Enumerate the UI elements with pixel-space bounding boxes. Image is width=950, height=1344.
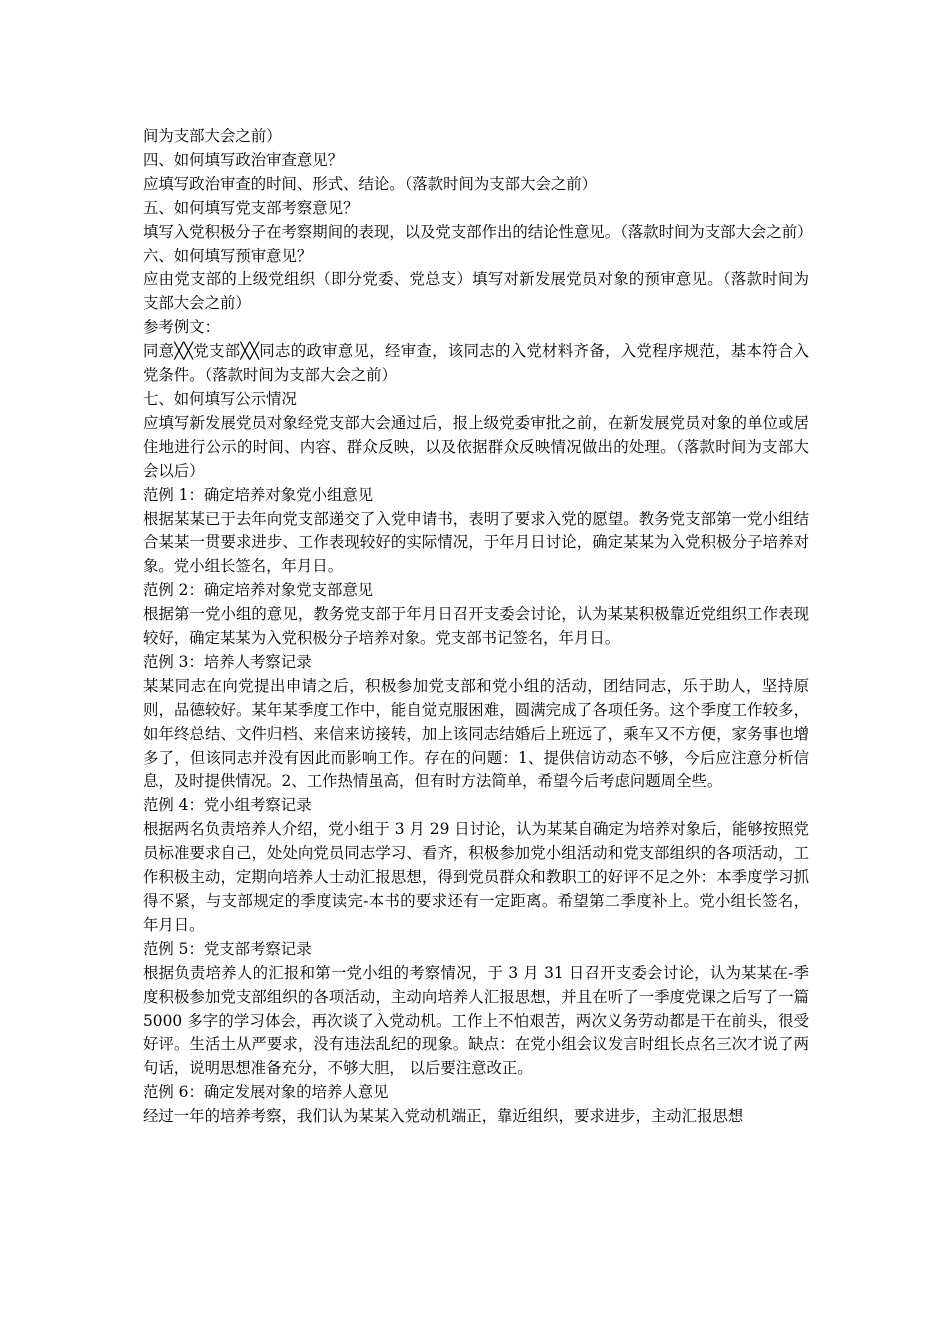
heading-pre-review: 六、如何填写预审意见？ [143, 246, 313, 265]
paragraph-continuation: 间为支部大会之前） [143, 127, 282, 145]
paragraph-branch-inspection: 填写入党积极分子在考察期间的表现，以及党支部作出的结论性意见。（落款时间为支部大会之前） [143, 222, 813, 241]
paragraph-example-3: 某某同志在向党提出申请之后，积极参加党支部和党小组的活动，团结同志，乐于助人，坚持原则，品德较好。某年某季度工作中，能自觉克服困难，圆满完成了各项任务。这个季度工作较多，如年终总结、文件归档、来信来访接转，加上该同志结婚后上班远了，乘车又不方便，家务事也增多了，但该同志并没有因此而影响工作。存在的问题：1、提供信访动态不够，今后应注意分析信息，及时提供情况。2、工作热情虽高，但有时方法简单，希望今后考虑问题周全些。 [143, 676, 809, 791]
heading-example-1: 范例 1：确定培养对象党小组意见 [143, 485, 374, 504]
heading-example-5: 范例 5：党支部考察记录 [143, 939, 312, 958]
heading-example-2: 范例 2：确定培养对象党支部意见 [143, 581, 374, 600]
paragraph-reference-sample: 同意╳╳党支部╳╳同志的政审意见，经审查，该同志的入党材料齐备，入党程序规范，基本符合入党条件。（落款时间为支部大会之前） [143, 342, 809, 385]
heading-branch-inspection: 五、如何填写党支部考察意见？ [143, 198, 359, 217]
heading-example-4: 范例 4：党小组考察记录 [143, 796, 312, 815]
paragraph-political-review: 应填写政治审查的时间、形式、结论。（落款时间为支部大会之前） [143, 174, 598, 193]
paragraph-example-4: 根据两名负责培养人介绍，党小组于 3 月 29 日讨论，认为某某自确定为培养对象后，能够按照党员标准要求自己，处处向党员同志学习、看齐，积极参加党小组活动和党支部组织的各项活动，工作积极主动，定期向培养人士动汇报思想，得到党员群众和教职工的好评不足之外：本季度学习抓得不紧，与支部规定的季度读完-本书的要求还有一定距离。希望第二季度补上。党小组长签名，年月日。 [143, 820, 809, 934]
paragraph-example-1: 根据某某已于去年向党支部递交了入党申请书，表明了要求入党的愿望。教务党支部第一党小组结合某某一贯要求进步、工作表现较好的实际情况，于年月日讨论，确定某某为入党积极分子培养对象。党小组长签名，年月日。 [143, 509, 809, 576]
paragraph-example-2: 根据第一党小组的意见，教务党支部于年月日召开支委会讨论，认为某某积极靠近党组织工作表现较好，确定某某为入党积极分子培养对象。党支部书记签名，年月日。 [143, 605, 809, 648]
heading-example-3: 范例 3：培养人考察记录 [143, 652, 312, 671]
heading-political-review: 四、如何填写政治审查意见？ [143, 150, 344, 169]
document-page [143, 125, 813, 1129]
heading-example-6: 范例 6：确定发展对象的培养人意见 [143, 1083, 389, 1102]
paragraph-example-5: 根据负责培养人的汇报和第一党小组的考察情况，于 3 月 31 日召开支委会讨论，认为某某在-季度积极参加党支部组织的各项活动，主动向培养人汇报思想，并且在听了一季度党课之后写了一篇 5000 多字的学习体会，再次谈了入党动机。工作上不怕艰苦，两次义务劳动都是干在前头，很受好评。生活土从严要求，没有违法乱纪的现象。缺点：在党小组会议发言时组长点名三次才说了两句话，说明思想准备充分，不够大胆， 以后要注意改正。 [143, 963, 809, 1078]
paragraph-pre-review: 应由党支部的上级党组织（即分党委、党总支）填写对新发展党员对象的预审意见。（落款时间为支部大会之前） [143, 270, 809, 313]
paragraph-publicity: 应填写新发展党员对象经党支部大会通过后，报上级党委审批之前，在新发展党员对象的单位或居住地进行公示的时间、内容、群众反映，以及依据群众反映情况做出的处理。（落款时间为支部大会以后） [143, 413, 809, 480]
heading-publicity: 七、如何填写公示情况 [143, 389, 297, 408]
heading-reference-sample: 参考例文： [143, 318, 220, 337]
paragraph-example-6: 经过一年的培养考察，我们认为某某入党动机端正，靠近组织，要求进步，主动汇报思想 [143, 1107, 744, 1126]
